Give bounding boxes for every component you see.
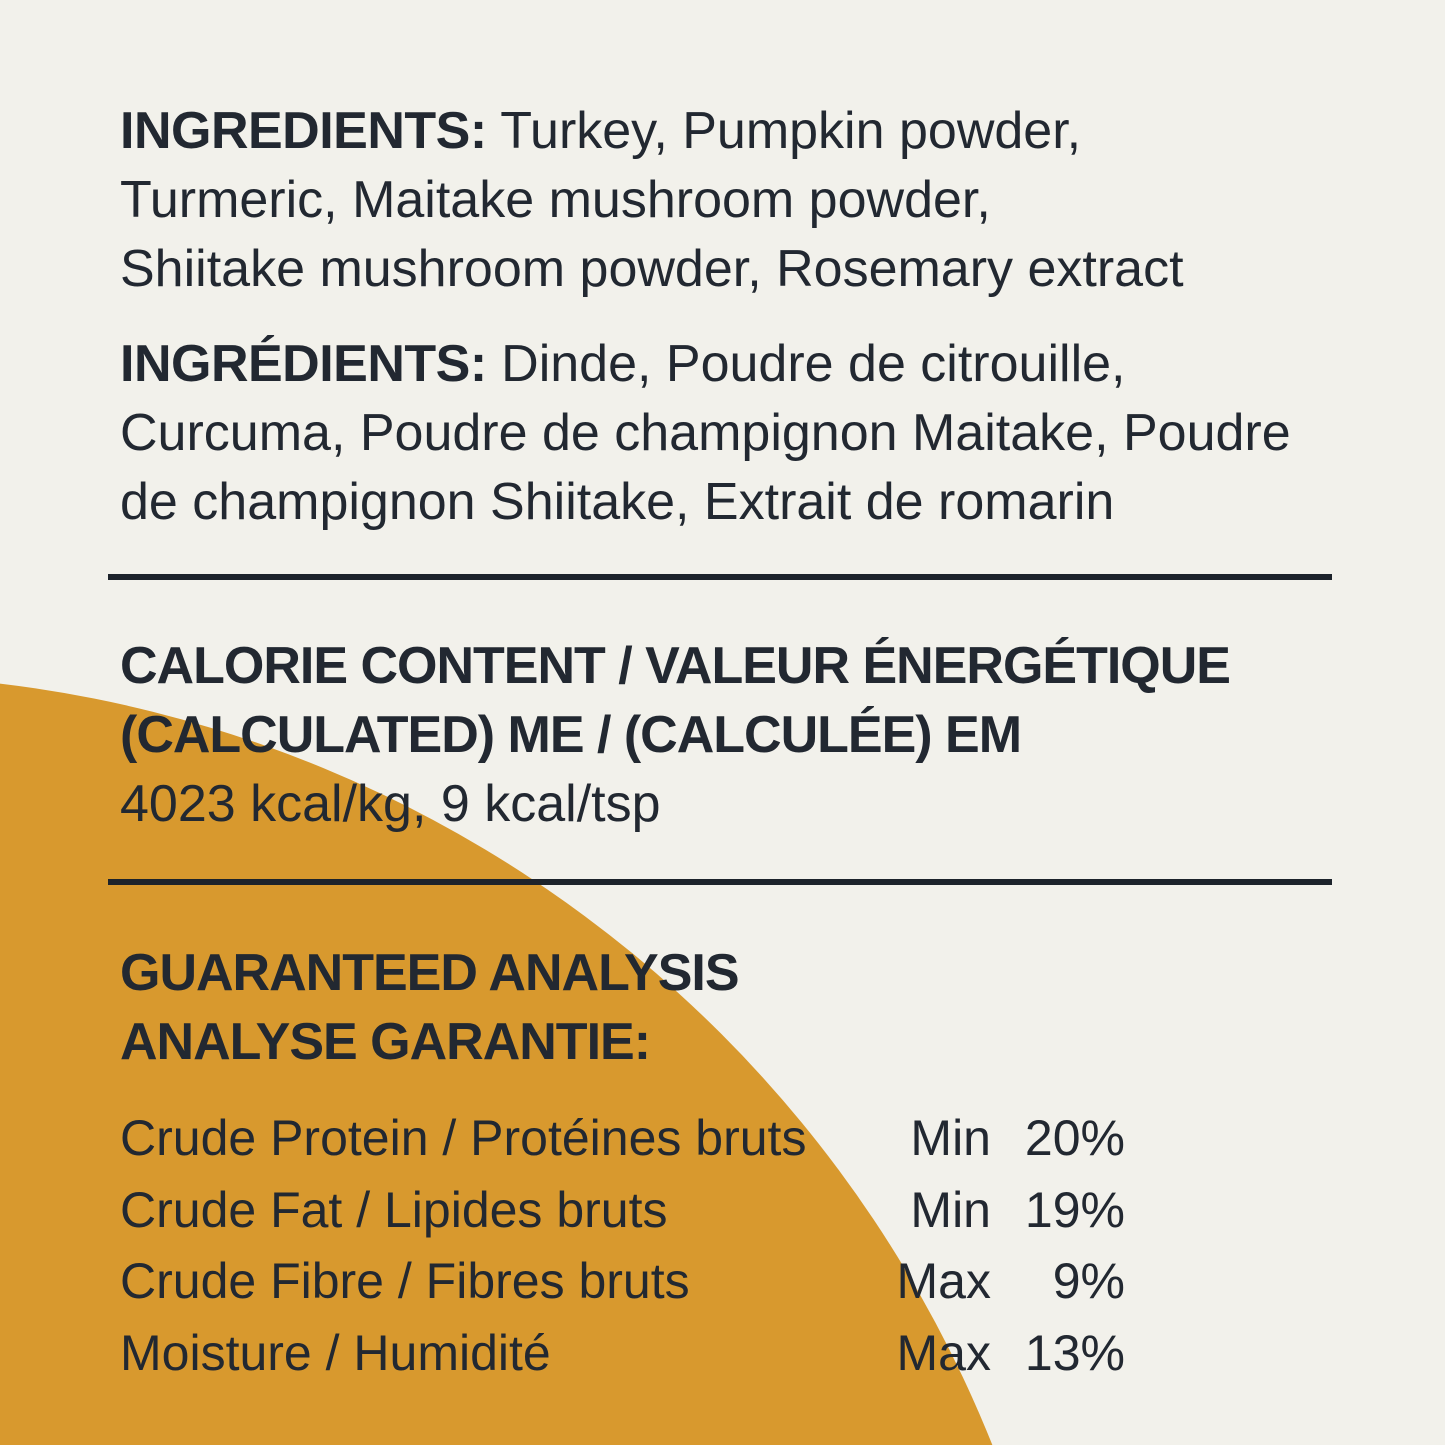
ingredients-en-line-2: Turmeric, Maitake mushroom powder,	[120, 171, 991, 229]
table-row	[120, 1175, 1125, 1247]
ingredients-en-heading: INGREDIENTS:	[120, 102, 487, 160]
table-row	[120, 1103, 1125, 1175]
analysis-row-value: 19%	[1024, 1181, 1125, 1238]
guaranteed-analysis-table	[120, 1103, 1125, 1389]
analysis-row-value: 13%	[1024, 1324, 1125, 1381]
ingredients-fr-heading: INGRÉDIENTS:	[120, 335, 487, 393]
ingredients-en-line-3: Shiitake mushroom powder, Rosemary extract	[120, 240, 1184, 298]
calorie-heading-line-1: CALORIE CONTENT / VALEUR ÉNERGÉTIQUE	[120, 637, 1230, 695]
analysis-row-qualifier: Max	[896, 1324, 991, 1381]
analysis-row-qualifier: Min	[910, 1181, 991, 1238]
analysis-row-value: 20%	[1024, 1110, 1125, 1166]
calorie-value: 4023 kcal/kg, 9 kcal/tsp	[120, 775, 661, 833]
analysis-row-label: Crude Protein / Protéines bruts	[120, 1110, 807, 1166]
ingredients-fr-line-2: Curcuma, Poudre de champignon Maitake, Poudre	[120, 404, 1291, 462]
ingredients-en-line-1	[120, 97, 1380, 166]
analysis-row-qualifier: Max	[896, 1253, 991, 1309]
ingredients-fr-line-3: de champignon Shiitake, Extrait de romarin	[120, 473, 1115, 531]
analysis-row-label: Moisture / Humidité	[120, 1324, 551, 1381]
table-row	[120, 1246, 1125, 1318]
section-divider-bottom	[108, 879, 1332, 885]
analysis-heading-line-1: GUARANTEED ANALYSIS	[120, 944, 739, 1002]
analysis-row-label: Crude Fibre / Fibres bruts	[120, 1253, 690, 1309]
calorie-heading-line-2: (CALCULATED) ME / (CALCULÉE) EM	[120, 706, 1022, 764]
ingredients-section-fr	[120, 330, 1380, 537]
calorie-content-section	[120, 632, 1380, 839]
ingredients-fr-line-1-text: Dinde, Poudre de citrouille,	[486, 335, 1126, 393]
analysis-heading-line-2: ANALYSE GARANTIE:	[120, 1013, 651, 1071]
section-divider-top	[108, 574, 1332, 580]
ingredients-fr-line-1	[120, 330, 1380, 399]
analysis-row-qualifier: Min	[910, 1110, 991, 1166]
ingredients-en-line-1-text: Turkey, Pumpkin powder,	[486, 102, 1082, 160]
ingredients-section-en	[120, 97, 1380, 304]
guaranteed-analysis-heading	[120, 939, 1380, 1077]
analysis-row-value: 9%	[1052, 1253, 1125, 1309]
table-row	[120, 1318, 1125, 1390]
analysis-row-label: Crude Fat / Lipides bruts	[120, 1181, 668, 1238]
